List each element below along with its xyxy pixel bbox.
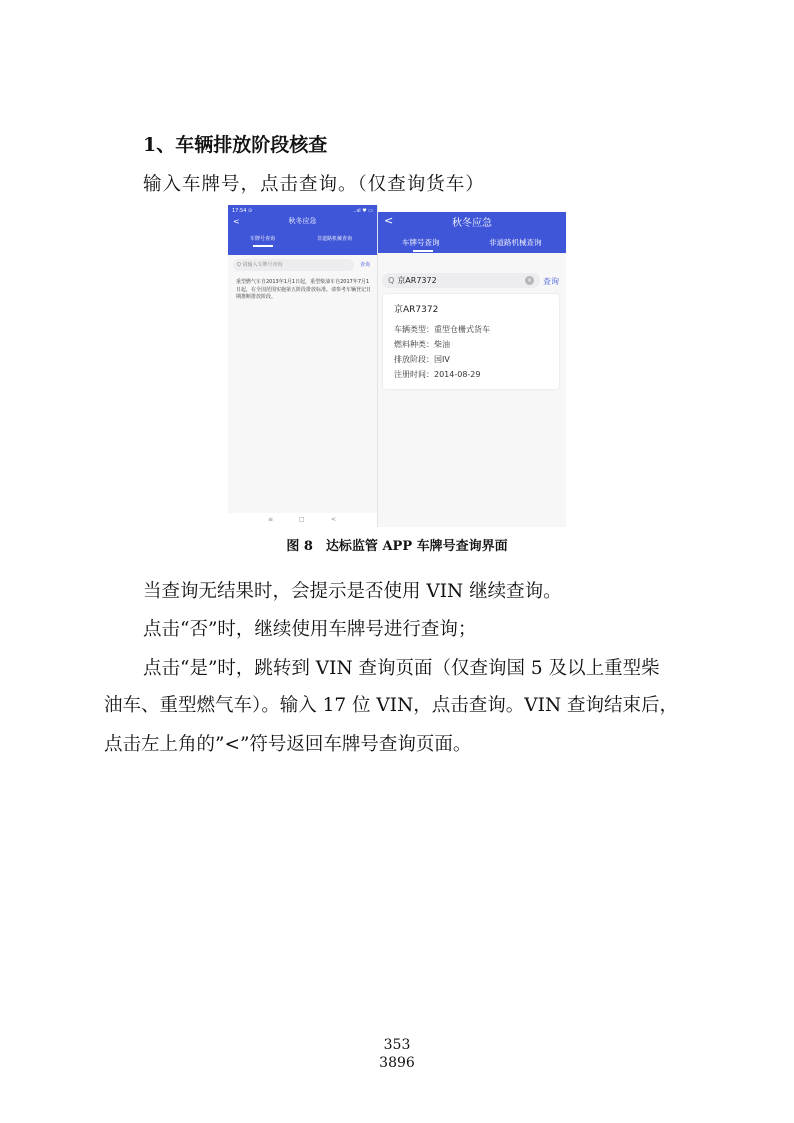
menu-icon[interactable]: ≡ <box>268 516 274 523</box>
app-title: 秋冬应急 <box>288 217 317 225</box>
tab-plate-query[interactable]: 车牌号查询 <box>250 236 276 242</box>
active-tab-indicator <box>413 250 433 252</box>
tab-machinery-query[interactable]: 非道路机械查询 <box>489 238 542 247</box>
plate-search-input[interactable] <box>382 273 540 288</box>
search-button[interactable]: 查询 <box>360 262 371 268</box>
phone-screen-result <box>378 212 566 527</box>
tab-plate-query[interactable]: 车牌号查询 <box>402 238 440 247</box>
active-tab-indicator <box>253 245 273 247</box>
back-icon[interactable]: < <box>233 217 240 226</box>
back-icon[interactable]: < <box>384 214 394 227</box>
app-bar <box>228 205 377 255</box>
search-value: 京AR7372 <box>397 276 437 285</box>
system-nav-bar <box>228 513 378 527</box>
clear-icon[interactable]: × <box>526 277 533 284</box>
status-icons: ..ııl ♥ ▭ <box>353 208 373 214</box>
paragraph-no-result: 当查询无结果时，会提示是否使用 VIN 继续查询。 <box>143 581 562 602</box>
plate-search-input[interactable]: Q 请输入车牌号查询 <box>233 259 354 271</box>
paragraph-return: 点击左上角的”<”符号返回车牌号查询页面。 <box>104 734 472 755</box>
home-icon[interactable]: □ <box>299 516 305 523</box>
page-number-total: 3896 <box>379 1055 415 1071</box>
section-heading: 1、车辆排放阶段核查 <box>143 134 328 156</box>
nav-back-icon[interactable]: < <box>331 516 337 523</box>
app-bar <box>378 212 566 253</box>
paragraph-click-yes: 点击“是”时，跳转到 VIN 查询页面（仅查询国 5 及以上重型柴 <box>143 658 660 679</box>
figure-caption: 图 8 达标监管 APP 车牌号查询界面 <box>286 539 508 554</box>
status-time: 17:54 ⊙ <box>232 208 253 214</box>
app-screenshot-figure <box>228 205 566 527</box>
tab-machinery-query[interactable]: 非道路机械查询 <box>317 236 353 242</box>
app-title: 秋冬应急 <box>452 218 492 229</box>
search-button[interactable]: 查询 <box>543 277 559 286</box>
result-fuel-type: 燃料种类：柴油 <box>394 340 450 349</box>
result-emission-stage: 排放阶段：国IV <box>394 355 450 364</box>
search-icon: Q <box>388 276 395 285</box>
result-plate: 京AR7372 <box>394 305 439 315</box>
result-vehicle-type: 车辆类型：重型仓栅式货车 <box>394 325 490 334</box>
phone-screen-empty <box>228 205 378 527</box>
result-card[interactable] <box>383 294 559 389</box>
page-number: 353 <box>383 1037 411 1053</box>
paragraph-click-no: 点击“否”时，继续使用车牌号进行查询； <box>143 619 477 640</box>
paragraph-click-yes-cont: 油车、重型燃气车）。输入 17 位 VIN，点击查询。VIN 查询结束后， <box>104 695 679 716</box>
intro-text: 输入车牌号，点击查询。（仅查询货车） <box>143 174 485 195</box>
result-register-date: 注册时间：2014-08-29 <box>394 370 481 379</box>
emission-notice: 重型燃气车自2013年1月1日起，重型柴油车自2017年7月1日起，在全国范围实施第五阶段排放标准。请参考车辆登记日期推断排放阶段。 <box>236 279 372 300</box>
